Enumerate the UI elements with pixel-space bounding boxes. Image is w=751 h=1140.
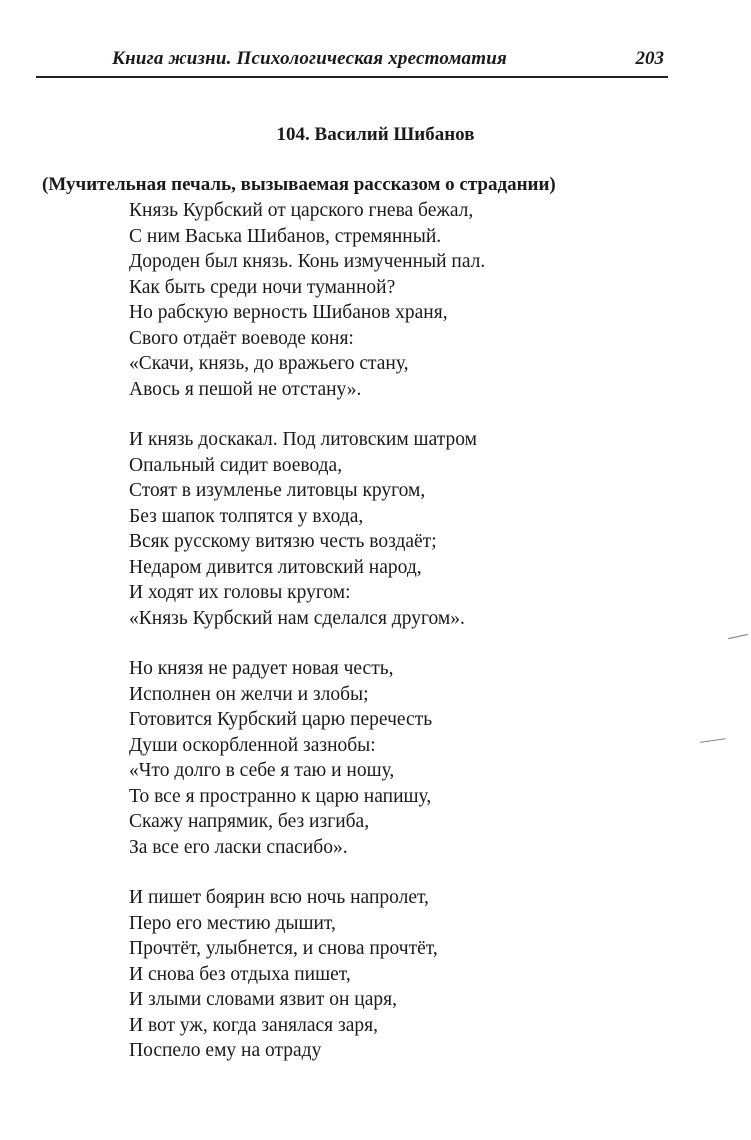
poem-line: Дороден был князь. Конь измученный пал. [129, 251, 486, 272]
poem-line: Поспело ему на отраду [129, 1040, 322, 1061]
poem-line: С ним Васька Шибанов, стремянный. [129, 225, 442, 247]
poem-line: Свого отдаёт воеводе коня: [129, 327, 354, 349]
running-title: Книга жизни. Психологическая хрестоматия [112, 48, 507, 69]
poem-line: Души оскорбленной зазнобы: [129, 734, 376, 756]
poem-line: И снова без отдыха пишет, [129, 963, 351, 985]
poem-line: Но князя не радует новая честь, [129, 658, 394, 679]
poem-line: Перо его местию дышит, [129, 912, 336, 934]
poem-line: Как быть среди ночи туманной? [129, 276, 396, 298]
poem-body [129, 198, 485, 1089]
poem-line: Без шапок толпятся у входа, [129, 505, 364, 527]
poem-line: Всяк русскому витязю честь воздаёт; [129, 531, 437, 552]
poem-line: Авось я пешой не отстану». [129, 378, 362, 400]
page-number: 203 [635, 48, 664, 69]
poem-line: За все его ласки спасибо». [129, 836, 348, 858]
poem-line: И злыми словами язвит он царя, [129, 989, 397, 1010]
running-header [36, 44, 668, 78]
poem-line: И князь доскакал. Под литовским шатром [129, 429, 477, 450]
poem-line: Исполнен он желчи и злобы; [129, 683, 369, 705]
poem-line: Недаром дивится литовский народ, [129, 556, 422, 578]
poem-line: «Что долго в себе я таю и ношу, [129, 760, 395, 781]
stanza [129, 427, 485, 631]
poem-line: И пишет боярин всю ночь напролет, [129, 887, 429, 908]
poem-line: Прочтёт, улыбнется, и снова прочтёт, [129, 938, 438, 959]
stanza [129, 885, 485, 1064]
poem-line: То все я пространно к царю напишу, [129, 785, 432, 807]
poem-line: «Скачи, князь, до вражьего стану, [129, 353, 409, 374]
poem-line: Князь Курбский от царского гнева бежал, [129, 200, 474, 221]
scan-mark [728, 634, 748, 639]
scan-mark [700, 738, 726, 743]
poem-line: «Князь Курбский нам сделался другом». [129, 607, 465, 629]
poem-line: Стоят в изумленье литовцы кругом, [129, 480, 426, 501]
poem-title: 104. Василий Шибанов [276, 124, 475, 145]
poem-epigraph: (Мучительная печаль, вызываемая рассказом о страдании) [42, 174, 556, 195]
poem-line: Готовится Курбский царю перечесть [129, 709, 433, 730]
stanza [129, 656, 485, 860]
stanza [129, 198, 485, 402]
poem-line: Опальный сидит воевода, [129, 454, 343, 476]
poem-line: Но рабскую верность Шибанов храня, [129, 302, 448, 323]
poem-line: И ходят их головы кругом: [129, 582, 351, 603]
poem-line: И вот уж, когда занялася заря, [129, 1014, 378, 1036]
poem-line: Скажу напрямик, без изгиба, [129, 811, 370, 832]
